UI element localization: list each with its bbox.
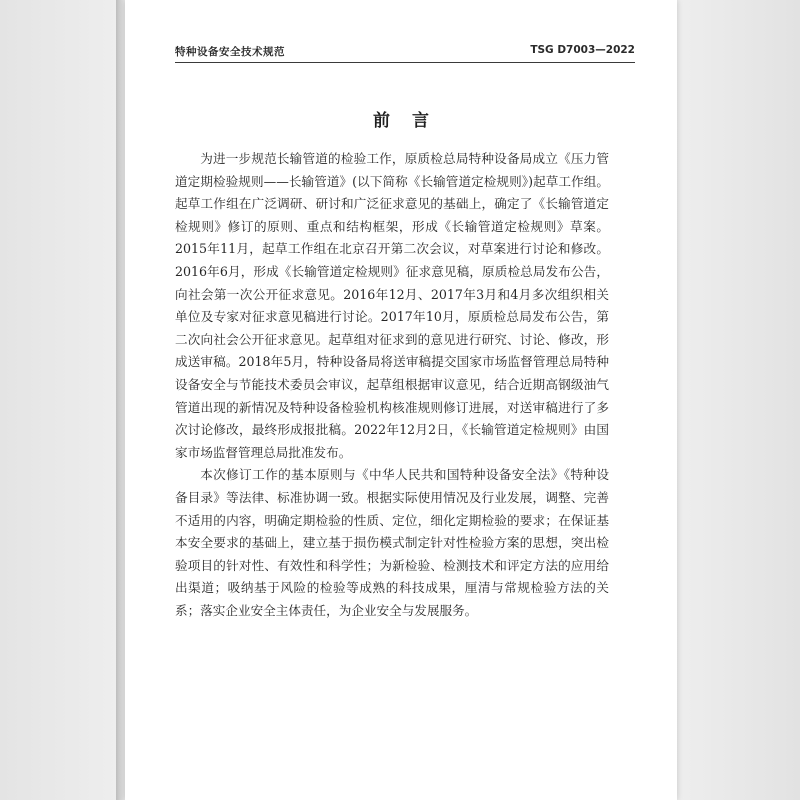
page-title: 前言 [373,111,451,131]
preface-paragraph-1: 为进一步规范长输管道的检验工作，原质检总局特种设备局成立《压力管道定期检验规则——长输管道》(以下简称《长输管道定检规则》)起草工作组。起草工作组在广泛调研、研讨和广泛征求意见的基础上，确定了《长输管道定检规则》修订的原则、重点和结构框架，形成《长输管道定检规则》草案。2015年11月，起草工作组在北京召开第二次会议，对草案进行讨论和修改。2016年6月，形成《长输管道定检规则》征求意见稿，原质检总局发布公告，向社会第一次公开征求意见。2016年12月、2017年3月和4月多次组织相关单位及专家对征求意见稿进行讨论。2017年10月，原质检总局发布公告，第二次向社会公开征求意见。起草组对征求到的意见进行研究、讨论、修改，形成送审稿。2018年5月，特种设备局将送审稿提交国家市场监督管理总局特种设备安全与节能技术委员会审议，起草组根据审议意见，结合近期高钢级油气管道出现的新情况及特种设备检验机构核准规则修订进展，对送审稿进行了多次讨论修改，最终形成报批稿。2022年12月2日，《长输管道定检规则》由国家市场监督管理总局批准发布。 [175,151,609,460]
preface-paragraph-2: 本次修订工作的基本原则与《中华人民共和国特种设备安全法》《特种设备目录》等法律、标准协调一致。根据实际使用情况及行业发展，调整、完善不适用的内容，明确定期检验的性质、定位，细化定期检验的要求；在保证基本安全要求的基础上，建立基于损伤模式制定针对性检验方案的思想，突出检验项目的针对性、有效性和科学性；为新检验、检测技术和评定方法的应用给出渠道；吸纳基于风险的检验等成熟的科技成果，厘清与常规检验方法的关系；落实企业安全主体责任，为企业安全与发展服务。 [175,467,609,618]
page-edge-shadow [116,0,125,800]
running-header [175,44,635,62]
header-regulation-category: 特种设备安全技术规范 [175,46,285,58]
preface-body [175,148,609,622]
header-standard-number: TSG D7003—2022 [530,44,635,56]
header-divider [175,62,635,63]
document-page [125,0,677,800]
